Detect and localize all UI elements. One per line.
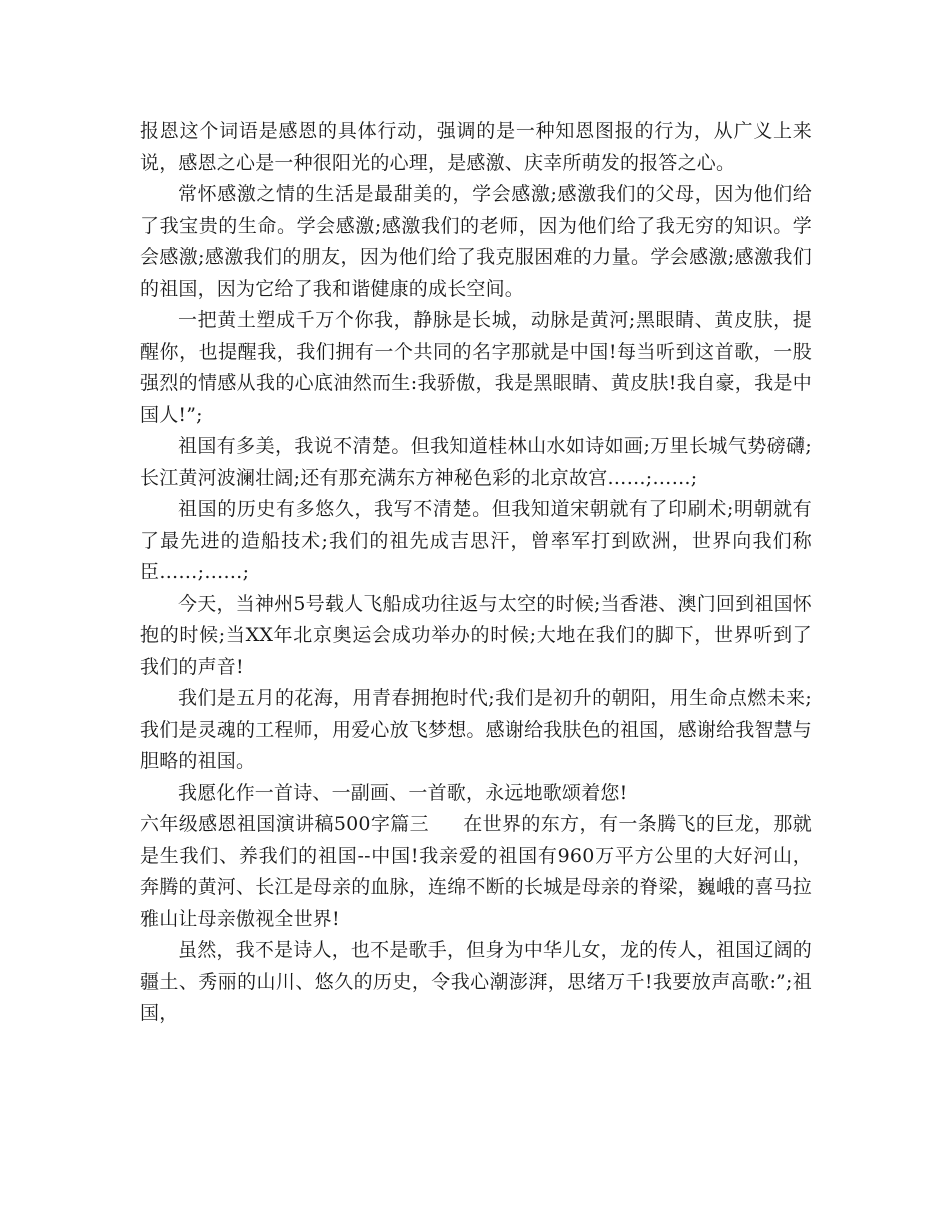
paragraph-6: 今天，当神州5号载人飞船成功往返与太空的时候;当香港、澳门回到祖国怀抱的时候;当XX年北京奥运会成功举办的时候;大地在我们的脚下，世界听到了我们的声音! — [140, 592, 812, 678]
paragraph-4: 祖国有多美，我说不清楚。但我知道桂林山水如诗如画;万里长城气势磅礴;长江黄河波澜壮阔;还有那充满东方神秘色彩的北京故宫……;……; — [140, 435, 812, 489]
section-first-text: 在世界的东方，有一条腾飞的巨龙，那就是生我们、养我们的祖国--中国!我亲爱的祖国有960万平方公里的大好河山，奔腾的黄河、长江是母亲的血脉，连绵不断的长城是母亲的脊梁，巍峨的喜马拉雅山让母亲傲视全世界! — [140, 813, 813, 930]
paragraph-last: 虽然，我不是诗人，也不是歌手，但身为中华儿女，龙的传人，祖国辽阔的疆土、秀丽的山川、悠久的历史，令我心潮澎湃，思绪万千!我要放声高歌:”;祖国， — [140, 939, 812, 1024]
paragraph-7: 我们是五月的花海，用青春拥抱时代;我们是初升的朝阳，用生命点燃未来;我们是灵魂的工程师，用爱心放飞梦想。感谢给我肤色的祖国，感谢给我智慧与胆略的祖国。 — [140, 687, 813, 772]
paragraph-3: 一把黄土塑成千万个你我，静脉是长城，动脉是黄河;黑眼睛、黄皮肤，提醒你，也提醒我，我们拥有一个共同的名字那就是中国!每当听到这首歌，一股强烈的情感从我的心底油然而生:我骄傲，我是黑眼睛、黄皮肤!我自豪，我是中国人!”; — [140, 309, 812, 426]
section-paragraph — [140, 809, 812, 935]
paragraph-5: 祖国的历史有多悠久，我写不清楚。但我知道宋朝就有了印刷术;明朝就有了最先进的造船技术;我们的祖先成吉思汗，曾率军打到欧洲，世界向我们称臣……;……; — [140, 498, 812, 583]
section-heading: 六年级感恩祖国演讲稿500字篇三 — [140, 813, 430, 835]
document-body — [140, 116, 812, 1030]
paragraph-8: 我愿化作一首诗、一副画、一首歌，永远地歌颂着您! — [178, 781, 628, 804]
paragraph-2: 常怀感激之情的生活是最甜美的，学会感激;感激我们的父母，因为他们给了我宝贵的生命。学会感激;感激我们的老师，因为他们给了我无穷的知识。学会感激;感激我们的朋友，因为他们给了我克服困难的力量。学会感激;感激我们的祖国，因为它给了我和谐健康的成长空间。 — [140, 183, 812, 300]
paragraph-1: 报恩这个词语是感恩的具体行动，强调的是一种知恩图报的行为，从广义上来说，感恩之心是一种很阳光的心理，是感激、庆幸所萌发的报答之心。 — [140, 120, 812, 174]
